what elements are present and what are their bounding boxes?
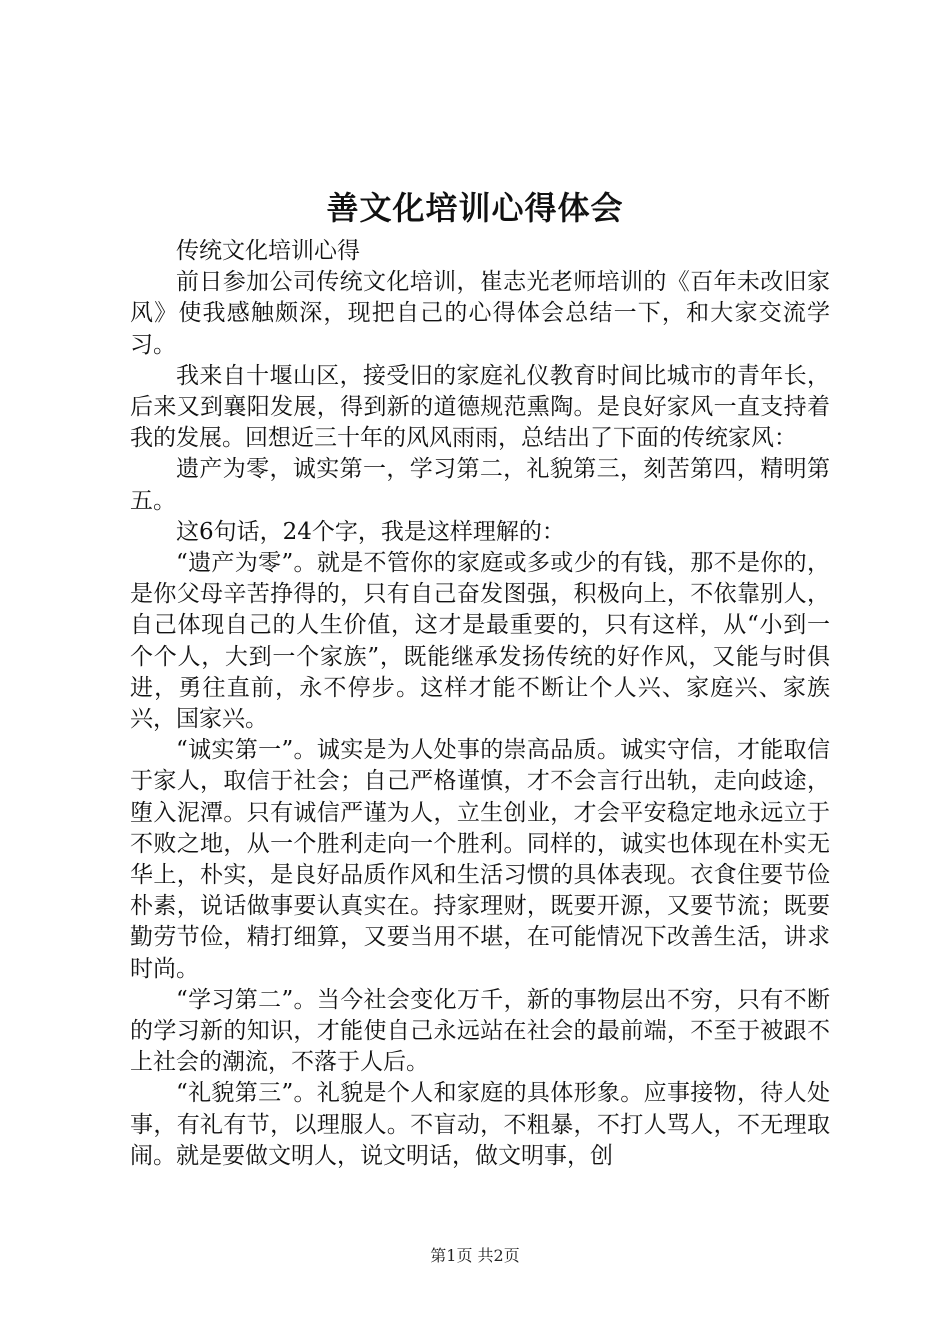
body-paragraph: 前日参加公司传统文化培训，崔志光老师培训的《百年未改旧家风》使我感触颇深，现把自己的心得体会总结一下，和大家交流学习。 [130, 269, 830, 358]
document-body [130, 236, 830, 1172]
body-paragraph: “礼貌第三”。礼貌是个人和家庭的具体形象。应事接物，待人处事，有礼有节，以理服人。不盲动，不粗暴，不打人骂人，不无理取闹。就是要做文明人，说文明话，做文明事，创 [130, 1080, 830, 1169]
body-paragraph: 遗产为零，诚实第一，学习第二，礼貌第三，刻苦第四，精明第五。 [130, 456, 830, 514]
body-paragraph: “遗产为零”。就是不管你的家庭或多或少的有钱，那不是你的，是你父母辛苦挣得的，只有自己奋发图强，积极向上，不依靠别人，自己体现自己的人生价值，这才是最重要的，只有这样，从“小到一个个人，大到一个家族”，既能继承发扬传统的好作风，又能与时俱进，勇往直前，永不停步。这样才能不断让个人兴、家庭兴、家族兴，国家兴。 [130, 550, 830, 733]
body-paragraph: “诚实第一”。诚实是为人处事的崇高品质。诚实守信，才能取信于家人，取信于社会；自己严格谨慎，才不会言行出轨，走向歧途，堕入泥潭。只有诚信严谨为人，立生创业，才会平安稳定地永远立于不败之地，从一个胜利走向一个胜利。同样的，诚实也体现在朴实无华上，朴实，是良好品质作风和生活习惯的具体表现。衣食住要节俭朴素，说话做事要认真实在。持家理财，既要开源，又要节流；既要勤劳节俭，精打细算，又要当用不堪，在可能情况下改善生活，讲求时尚。 [130, 737, 830, 982]
body-paragraph: 这6句话，24个字，我是这样理解的： [176, 518, 565, 545]
subtitle-paragraph: 传统文化培训心得 [176, 238, 360, 264]
body-paragraph: “学习第二”。当今社会变化万千，新的事物层出不穷，只有不断的学习新的知识，才能使自己永远站在社会的最前端，不至于被跟不上社会的潮流，不落于人后。 [130, 986, 830, 1076]
document-title: 善文化培训心得体会 [326, 189, 624, 227]
page-footer: 第1页 共2页 [430, 1246, 520, 1265]
body-paragraph: 我来自十堰山区，接受旧的家庭礼仪教育时间比城市的青年长，后来又到襄阳发展，得到新的道德规范熏陶。是良好家风一直支持着我的发展。回想近三十年的风风雨雨，总结出了下面的传统家风： [130, 362, 830, 452]
